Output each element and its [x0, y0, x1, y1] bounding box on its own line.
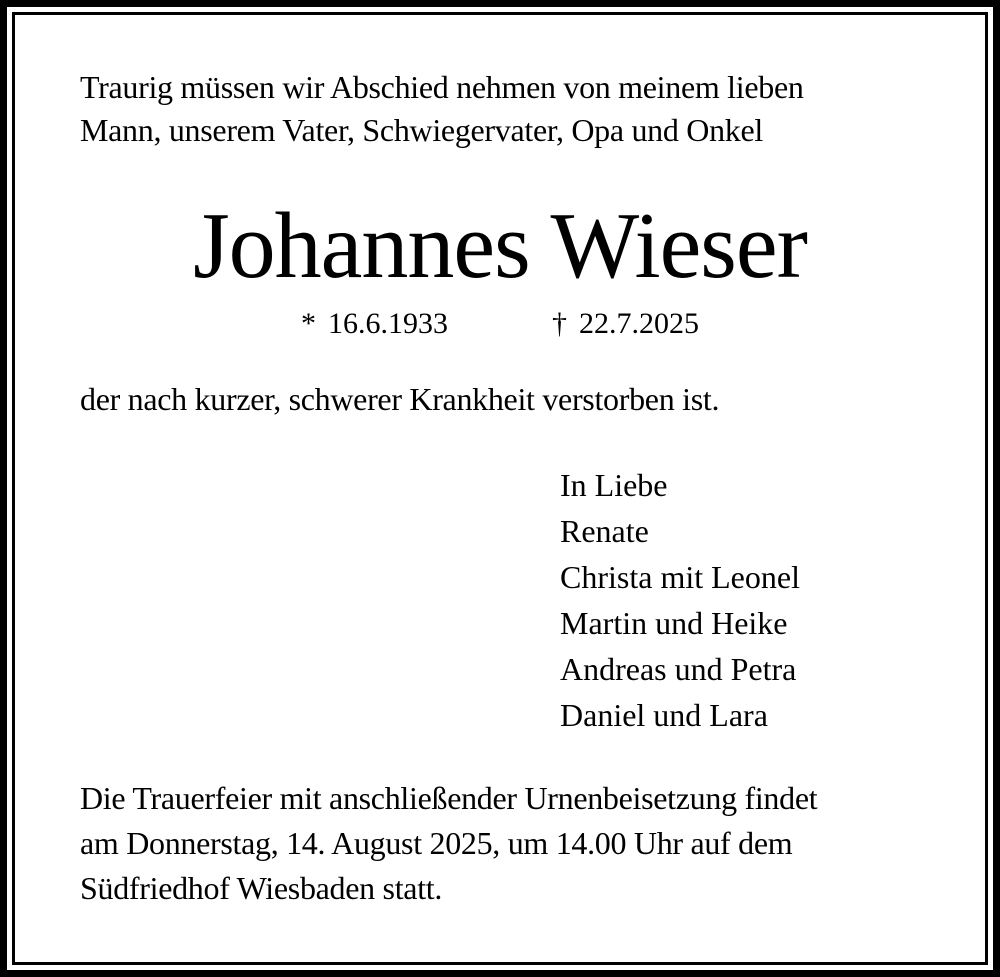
birth-symbol: * — [301, 307, 316, 340]
mourners-line-andreas: Andreas und Petra — [560, 651, 797, 687]
life-dates-row — [0, 306, 1000, 342]
mourners-list — [560, 462, 800, 738]
cause-line: der nach kurzer, schwerer Krankheit verstorben ist. — [80, 381, 720, 417]
death-symbol: † — [552, 307, 567, 340]
intro-line-1: Traurig müssen wir Abschied nehmen von meinem lieben — [80, 69, 804, 105]
intro-line-2: Mann, unserem Vater, Schwiegervater, Opa und Onkel — [80, 112, 763, 148]
death-date-value: 22.7.2025 — [579, 307, 699, 340]
mourners-line-martin: Martin und Heike — [560, 605, 788, 641]
death-date — [552, 306, 699, 342]
funeral-line-3: Südfriedhof Wiesbaden statt. — [80, 870, 443, 906]
funeral-line-2: am Donnerstag, 14. August 2025, um 14.00 Uhr auf dem — [80, 825, 793, 861]
funeral-notice — [80, 776, 817, 911]
mourners-line-renate: Renate — [560, 513, 649, 549]
birth-date-value: 16.6.1933 — [328, 307, 448, 340]
funeral-line-1: Die Trauerfeier mit anschließender Urnenbeisetzung findet — [80, 780, 818, 816]
mourners-line-in-liebe: In Liebe — [560, 467, 668, 503]
mourners-line-christa: Christa mit Leonel — [560, 559, 800, 595]
deceased-name: Johannes Wieser — [193, 194, 807, 298]
birth-date — [301, 306, 448, 342]
intro-text — [80, 66, 804, 152]
mourners-line-daniel: Daniel und Lara — [560, 697, 768, 733]
